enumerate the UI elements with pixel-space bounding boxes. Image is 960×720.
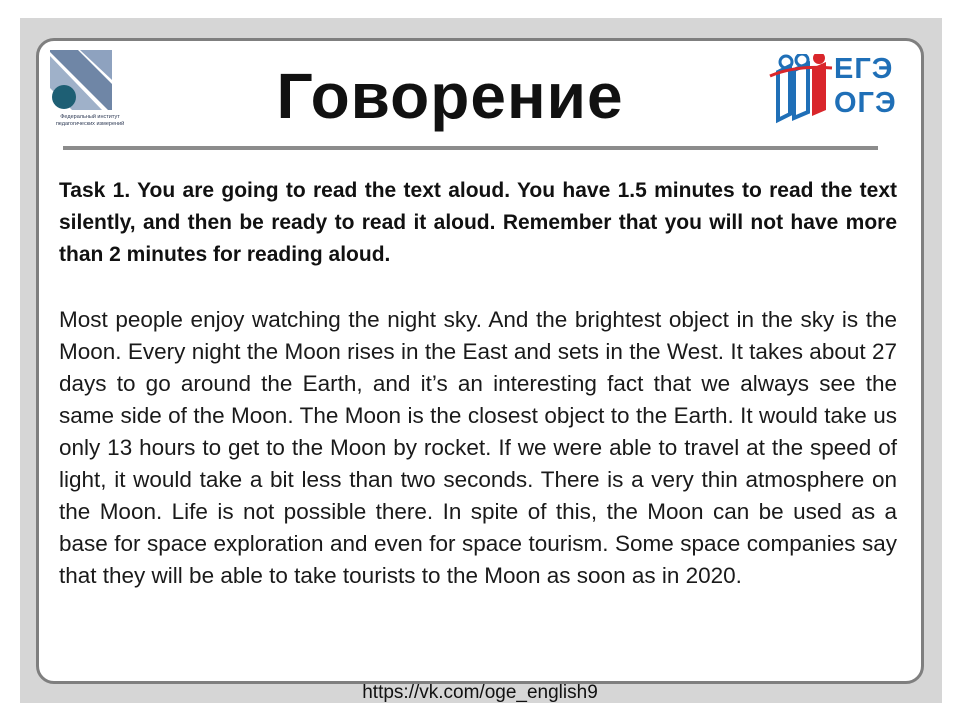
ege-logo-text: ЕГЭ [834, 53, 894, 85]
task-instruction: Task 1. You are going to read the text aloud. You have 1.5 minutes to read the text silently, and then be ready to read it aloud. Remember that you will not have more than 2 minutes for reading aloud. [59, 179, 897, 266]
ege-oge-logo [768, 54, 914, 124]
fipi-logo-caption [48, 114, 132, 127]
fipi-caption-line2: педагогических измерений [55, 120, 125, 127]
ege-oge-logo-icon [768, 54, 834, 124]
fipi-caption-line1: Федеральный институт [60, 114, 120, 120]
fipi-logo-icon [50, 50, 112, 110]
title-divider [63, 146, 878, 150]
footer-link[interactable]: https://vk.com/oge_english9 [362, 682, 598, 703]
fipi-logo [48, 50, 128, 136]
oge-logo-text: ОГЭ [834, 87, 897, 119]
reading-passage: Most people enjoy watching the night sky. And the brightest object in the sky is the Moon. Every night the Moon rises in the East and sets in the West. It takes about 27 days to go around the Earth, and it’s an interesting fact that we always see the same side of the Moon. The Moon is the closest object to the Earth. It would take us only 13 hours to get to the Moon by rocket. If we were able to travel at the speed of light, it would take a bit less than two seconds. There is a very thin atmosphere on the Moon. Life is not possible there. In spite of this, the Moon can be used as a base for space exploration and even for space tourism. Some space companies say that they will be able to take tourists to the Moon as soon as in 2020. [59, 307, 897, 588]
page-title: Говорение [276, 60, 624, 132]
